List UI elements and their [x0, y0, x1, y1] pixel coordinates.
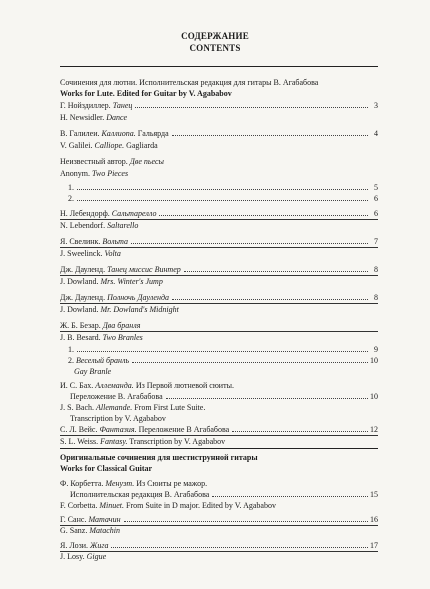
entry-title — [68, 355, 130, 366]
entry-work: Minuet. — [99, 501, 125, 510]
entry-work: Two Pieces — [92, 169, 129, 178]
toc-entry — [60, 391, 378, 402]
page-number: 4 — [374, 129, 378, 138]
dot-leader — [111, 547, 368, 548]
entry-title — [60, 208, 157, 219]
dot-leader — [77, 189, 368, 190]
dot-leader — [77, 200, 368, 201]
entry-author: 2. — [68, 194, 74, 203]
toc-entry — [60, 436, 378, 447]
entry-title — [60, 140, 159, 151]
entry-author: 1. — [68, 345, 74, 354]
toc-entry — [60, 489, 378, 500]
toc-entry — [60, 478, 378, 489]
entry-author: H. Newsidler. — [60, 113, 107, 122]
entry-author: Ж. Б. Безар. — [60, 321, 103, 330]
entry-work: Gay Branle — [74, 367, 112, 376]
entry-title — [60, 540, 109, 551]
page-number: 17 — [370, 541, 378, 550]
entry-author: С. Л. Вейс. — [60, 425, 100, 434]
entry-work: Танец — [112, 101, 133, 110]
section-heading-ru: Оригинальные сочинения для шестиструнной гитары — [60, 453, 258, 462]
entry-author: J. Dowland. — [60, 277, 101, 286]
entry-note: Из Сюиты ре мажор. — [134, 479, 208, 488]
toc-entry — [60, 551, 378, 562]
entry-author: Дж. Дауленд. — [60, 293, 108, 302]
page-number: 7 — [374, 237, 378, 246]
entry-title — [60, 128, 170, 139]
entry-title — [60, 402, 206, 413]
toc-entry — [60, 248, 378, 259]
entry-author: F. Corbetta. — [60, 501, 100, 510]
entry-note: Gagliarda — [124, 141, 158, 150]
entry-author: J. B. Besard. — [60, 333, 103, 342]
entry-title — [60, 248, 122, 259]
toc-entry — [60, 264, 378, 276]
entry-title — [60, 320, 141, 331]
toc-entry — [60, 220, 378, 231]
dot-leader — [132, 362, 368, 363]
entry-title — [70, 413, 167, 424]
entry-work: Полночь Дауленда — [107, 293, 169, 302]
entry-work: Mr. Dowland's Midnight — [100, 305, 179, 314]
toc-entry — [60, 402, 378, 413]
page-number: 9 — [374, 345, 378, 354]
entry-author: Г. Нойздиллер. — [60, 101, 113, 110]
entry-work: Fantasy. — [100, 437, 128, 446]
toc-entry — [60, 128, 378, 139]
entry-work: Calliope. — [94, 141, 125, 150]
page-number: 5 — [374, 183, 378, 192]
entry-author: J. Sweelinck. — [60, 249, 105, 258]
toc-entry — [60, 193, 378, 204]
toc-entry — [60, 292, 378, 304]
entry-note: Transcription by V. Agababov — [127, 437, 226, 446]
divider — [60, 66, 378, 67]
entry-author: J. Losy. — [60, 552, 87, 561]
toc-entry — [60, 424, 378, 436]
entry-title — [60, 514, 122, 525]
entry-work: Фантазия. — [99, 425, 137, 434]
toc-entry — [60, 355, 378, 366]
entry-author: Исполнительская редакция В. Агабабова — [70, 490, 210, 499]
entry-author: Ф. Корбетта. — [60, 479, 106, 488]
entry-work: Каллиопа. — [101, 129, 136, 138]
toc-entry — [60, 276, 378, 287]
toc-entry — [60, 413, 378, 424]
entry-title — [70, 489, 210, 500]
toc-entry — [60, 140, 378, 151]
entry-author: Transcription by V. Agababov — [70, 414, 166, 423]
entry-author: G. Sanz. — [60, 526, 90, 535]
dot-leader — [172, 299, 368, 300]
entry-work: Два бранля — [102, 321, 141, 330]
entry-work: Веселый бранль — [76, 356, 130, 365]
page-number: 10 — [370, 356, 378, 365]
entry-work: Saltarello — [107, 221, 139, 230]
entry-author: 1. — [68, 183, 74, 192]
toc-entry — [60, 344, 378, 355]
entry-title — [60, 436, 226, 447]
entry-title — [60, 424, 230, 435]
page-number: 8 — [374, 293, 378, 302]
entry-work: Two Branles — [102, 333, 143, 342]
dot-leader — [131, 243, 368, 244]
toc-entry — [60, 380, 378, 391]
toc-entry — [60, 304, 378, 315]
toc-entry — [60, 112, 378, 123]
page-number: 6 — [374, 194, 378, 203]
page-number: 12 — [370, 425, 378, 434]
entry-title — [60, 156, 165, 167]
entry-title — [60, 332, 144, 343]
entry-work: Вольта — [102, 237, 128, 246]
page-number: 16 — [370, 515, 378, 524]
page-number: 10 — [370, 392, 378, 401]
entry-title — [60, 100, 133, 111]
entry-note: From Suite in D major. Edited by V. Agababov — [124, 501, 276, 510]
page-number: 15 — [370, 490, 378, 499]
toc-entry — [60, 100, 378, 111]
entry-title — [60, 500, 277, 511]
entry-title — [60, 525, 121, 536]
entry-author: Г. Санс. — [60, 515, 89, 524]
entry-note: Из Первой лютневой сюиты. — [133, 381, 234, 390]
toc-entry — [60, 182, 378, 193]
entry-title — [60, 304, 180, 315]
entry-author: J. S. Bach. — [60, 403, 96, 412]
entry-title — [60, 220, 139, 231]
entry-title — [74, 366, 112, 377]
entry-work: Две пьесы — [129, 157, 164, 166]
entry-work: Матачин — [88, 515, 121, 524]
divider — [60, 448, 378, 449]
entry-author: В. Галилеи. — [60, 129, 102, 138]
entry-work: Dance — [106, 113, 128, 122]
entry-title — [60, 168, 129, 179]
entry-author: Неизвестный автор. — [60, 157, 130, 166]
entry-author: N. Lebendorf. — [60, 221, 108, 230]
entry-note: From First Lute Suite. — [132, 403, 206, 412]
section-heading-en: Works for Classical Guitar — [60, 464, 153, 473]
entry-work: Аллеманда. — [95, 381, 134, 390]
entry-author: И. С. Бах. — [60, 381, 96, 390]
dot-leader — [135, 107, 368, 108]
entry-work: Allemande. — [96, 403, 133, 412]
entry-title — [68, 193, 75, 204]
entry-work: Matachin — [89, 526, 120, 535]
toc-entry — [60, 208, 378, 220]
entry-note: Переложение В Агабабова — [136, 425, 230, 434]
entry-author: Переложение В. Агабабова — [70, 392, 163, 401]
toc-entry — [60, 168, 378, 179]
entry-author: J. Dowland. — [60, 305, 101, 314]
entry-title — [60, 292, 170, 303]
dot-leader — [212, 496, 368, 497]
entry-work: Танец миссис Винтер — [107, 265, 181, 274]
entry-author: Я. Свелинк. — [60, 237, 103, 246]
entry-author: 2. — [68, 356, 76, 365]
entry-work: Сальтарелло — [111, 209, 157, 218]
entry-work: Жига — [90, 541, 109, 550]
entry-work: Gigue — [86, 552, 107, 561]
entry-title — [60, 112, 128, 123]
entry-work: Mrs. Winter's Jump — [100, 277, 163, 286]
entry-title — [60, 551, 107, 562]
toc-entry — [60, 500, 378, 511]
page-number: 8 — [374, 265, 378, 274]
entry-title — [60, 236, 129, 247]
dot-leader — [159, 215, 368, 216]
entry-author: V. Galilei. — [60, 141, 95, 150]
dot-leader — [124, 521, 368, 522]
dot-leader — [232, 431, 368, 432]
entry-title — [68, 182, 75, 193]
entry-title — [60, 380, 235, 391]
entry-note: Гальярда — [135, 129, 169, 138]
entry-title — [70, 391, 164, 402]
toc-entry — [60, 156, 378, 167]
entry-title — [60, 264, 182, 275]
dot-leader — [184, 271, 368, 272]
dot-leader — [166, 398, 368, 399]
section-heading-en: Works for Lute. Edited for Guitar by V. Agababov — [60, 89, 232, 98]
title-en: CONTENTS — [189, 43, 241, 53]
entry-work: Менуэт. — [105, 479, 135, 488]
toc-entry — [60, 525, 378, 536]
entry-author: Я. Лози. — [60, 541, 91, 550]
page-number: 6 — [374, 209, 378, 218]
entry-author: Anonym. — [60, 169, 92, 178]
entry-title — [60, 276, 164, 287]
title-ru: СОДЕРЖАНИЕ — [181, 31, 249, 41]
dot-leader — [172, 135, 368, 136]
toc-entry — [60, 366, 378, 377]
toc-entry — [60, 236, 378, 248]
entry-author: Дж. Дауленд. — [60, 265, 108, 274]
toc-entry — [60, 332, 378, 343]
entry-work: Volta — [104, 249, 121, 258]
entry-title — [68, 344, 75, 355]
title-block — [0, 30, 430, 54]
page-number: 3 — [374, 101, 378, 110]
toc-entry — [60, 320, 378, 332]
entry-author: Н. Лебендорф. — [60, 209, 112, 218]
entry-title — [60, 478, 208, 489]
dot-leader — [77, 351, 368, 352]
entry-author: S. L. Weiss. — [60, 437, 101, 446]
section-heading-ru: Сочинения для лютни. Исполнительская редакция для гитары В. Агабабова — [60, 78, 319, 87]
